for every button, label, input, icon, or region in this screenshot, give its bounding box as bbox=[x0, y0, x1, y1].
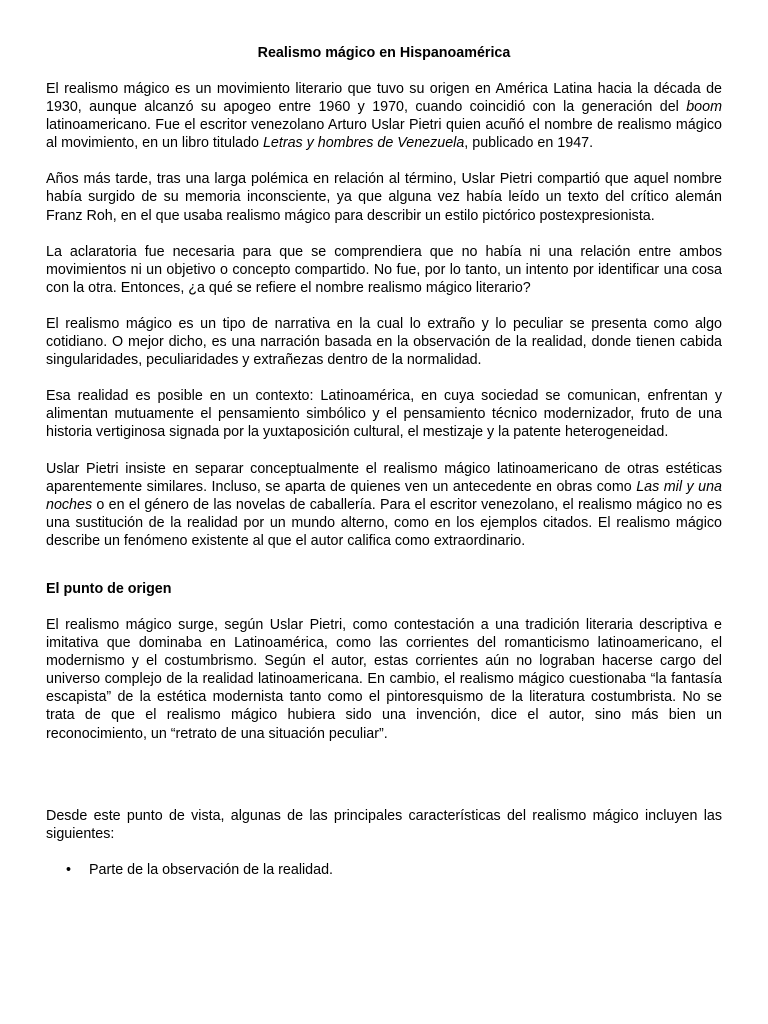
text-segment: latinoamericano. Fue el escritor venezolano Arturo Uslar Pietri quien acuñó el nombre de realismo mágico al movimiento, en un libro titulado bbox=[46, 117, 722, 152]
paragraph-naming: Años más tarde, tras una larga polémica en relación al término, Uslar Pietri compartió que aquel nombre había surgido de su memoria inconsciente, ya que alguna vez había leído un texto del crítico alemán Franz Roh, en el que usaba realismo mágico para describir un estilo pictórico postexpresionista. bbox=[46, 171, 722, 224]
document-page bbox=[46, 44, 722, 879]
document-title: Realismo mágico en Hispanoamérica bbox=[257, 45, 511, 61]
text-segment: Uslar Pietri insiste en separar conceptualmente el realismo mágico latinoamericano de otras estéticas aparentemente similares. Incluso, se aparta de quienes ven un antecedente en obras como bbox=[46, 460, 722, 495]
paragraph-response: El realismo mágico surge, según Uslar Pietri, como contestación a una tradición literaria descriptiva e imitativa que dominaba en Latinoamérica, como las corrientes del romanticismo latinoamericano, el modernismo y el costumbrismo. Según el autor, estas corrientes aún no lograban hacerse cargo del universo complejo de la realidad latinoamericana. En cambio, el realismo mágico cuestionaba “la fantasía escapista” de la estética modernista tanto como el pintoresquismo de la literatura costumbrista. No se trata de que el realismo mágico hubiera sido una invención, dice el autor, sino más bien un reconocimiento, un “retrato de una situación peculiar”. bbox=[46, 616, 722, 742]
text-segment: , publicado en 1947. bbox=[464, 135, 594, 152]
italic-text: Letras y hombres de Venezuela bbox=[262, 135, 465, 152]
text-segment: o en el género de las novelas de caballería. Para el escritor venezolano, el realismo mágico no es una sustitución de la realidad por un mundo alterno, como en los ejemplos citados. El realismo mágico describe un fenómeno existente al que el autor califica como extraordinario. bbox=[46, 496, 722, 549]
paragraph-definition: El realismo mágico es un tipo de narrativa en la cual lo extraño y lo peculiar se presenta como algo cotidiano. O mejor dicho, es una narración basada en la observación de la realidad, donde tienen cabida singularidades, peculiaridades y extrañezas dentro de la normalidad. bbox=[46, 315, 722, 369]
spacer bbox=[46, 761, 722, 807]
text-segment: El realismo mágico es un movimiento literario que tuvo su origen en América Latina hacia la década de 1930, aunque alcanzó su apogeo entre 1960 y 1970, cuando coincidió con la generación del bbox=[46, 81, 722, 116]
bullet-icon: • bbox=[66, 861, 72, 878]
paragraph-context: Esa realidad es posible en un contexto: Latinoamérica, en cuya sociedad se comunican, enfrentan y alimentan mutuamente el pensamiento simbólico y el pensamiento técnico modernizador, fruto de una historia vertiginosa signada por la yuxtaposición cultural, el mestizaje y la patente heterogeneidad. bbox=[46, 388, 722, 441]
list-item-text: Parte de la observación de la realidad. bbox=[89, 861, 333, 878]
paragraph-distinction bbox=[46, 460, 722, 550]
paragraph-origin bbox=[46, 80, 722, 152]
section-heading: El punto de origen bbox=[46, 580, 172, 597]
list-item bbox=[66, 861, 722, 879]
italic-text: boom bbox=[686, 99, 722, 116]
characteristics-list bbox=[46, 861, 722, 879]
italic-text: Las mil y una noches bbox=[46, 478, 723, 513]
paragraph-characteristics-intro: Desde este punto de vista, algunas de las principales características del realismo mágico incluyen las siguientes: bbox=[46, 807, 722, 842]
paragraph-clarification: La aclaratoria fue necesaria para que se comprendiera que no había ni una relación entre ambos movimientos ni un objetivo o concepto compartido. No fue, por lo tanto, un intento por identificar una cosa con la otra. Entonces, ¿a qué se refiere el nombre realismo mágico literario? bbox=[46, 243, 722, 296]
